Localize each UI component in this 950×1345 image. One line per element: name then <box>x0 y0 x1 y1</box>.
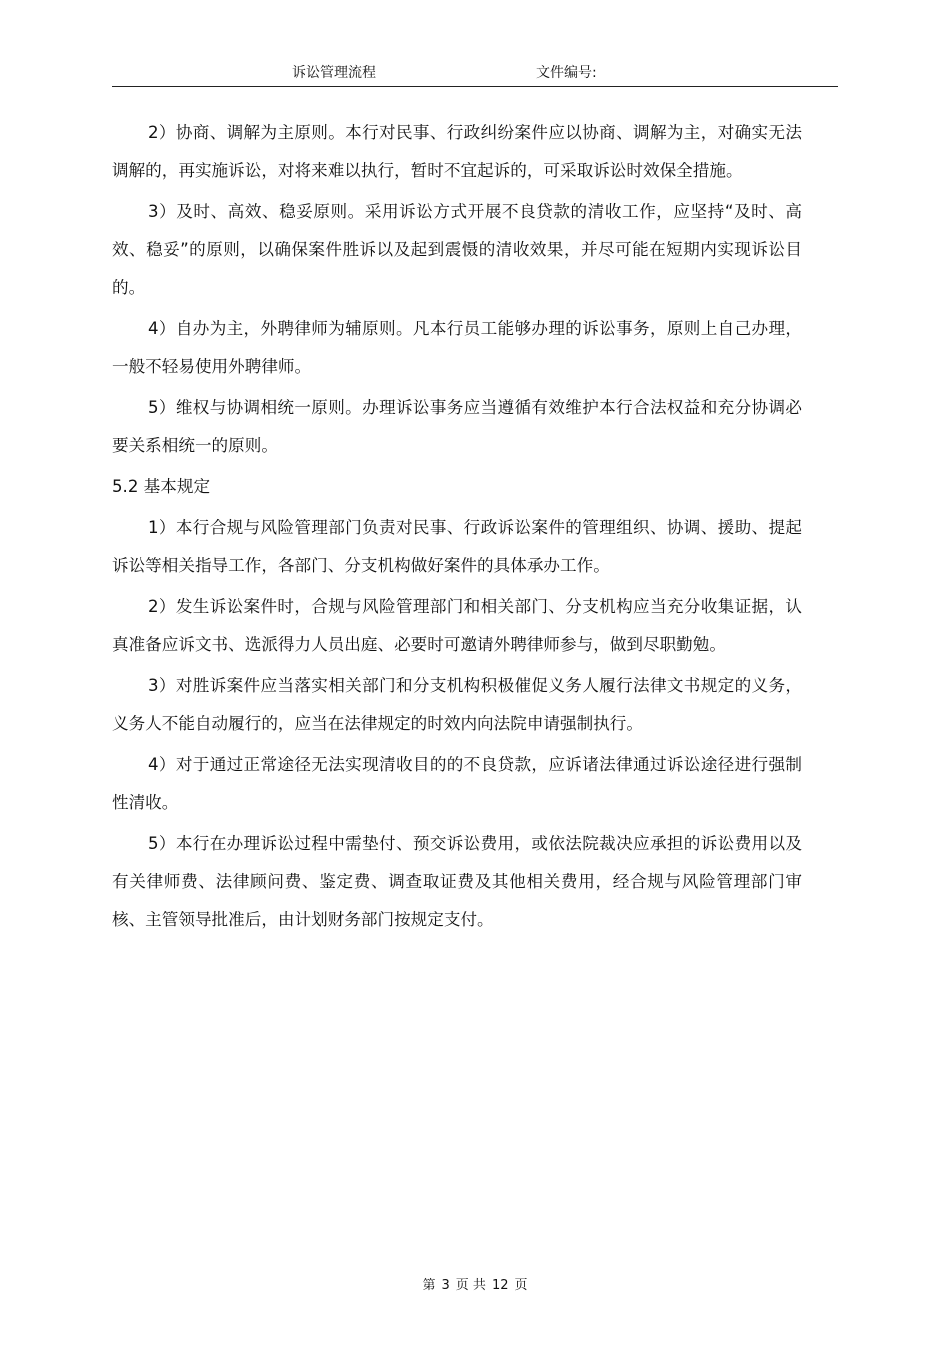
footer-middle: 页 共 <box>455 1278 486 1293</box>
document-title: 诉讼管理流程 <box>292 65 376 81</box>
paragraph-principle-2: 2）协商、调解为主原则。本行对民事、行政纠纷案件应以协商、调解为主，对确实无法调解的，再实施诉讼，对将来难以执行，暂时不宜起诉的，可采取诉讼时效保全措施。 <box>112 123 802 180</box>
paragraph-rule-4: 4）对于通过正常途径无法实现清收目的的不良贷款，应诉诸法律通过诉讼途径进行强制性清收。 <box>112 755 802 812</box>
footer-prefix: 第 <box>422 1278 436 1293</box>
total-pages-number: 12 <box>491 1278 509 1293</box>
paragraph-principle-3: 3）及时、高效、稳妥原则。采用诉讼方式开展不良贷款的清收工作，应坚持“及时、高效、稳妥”的原则，以确保案件胜诉以及起到震慑的清收效果，并尽可能在短期内实现诉讼目的。 <box>112 202 802 297</box>
paragraph-principle-5: 5）维权与协调相统一原则。办理诉讼事务应当遵循有效维护本行合法权益和充分协调必要关系相统一的原则。 <box>112 398 802 455</box>
paragraph-principle-4: 4）自办为主，外聘律师为辅原则。凡本行员工能够办理的诉讼事务，原则上自己办理，一般不轻易使用外聘律师。 <box>112 319 802 376</box>
document-body <box>112 114 802 942</box>
page-footer <box>0 1274 950 1293</box>
document-number-label: 文件编号: <box>536 65 597 81</box>
paragraph-rule-1: 1）本行合规与风险管理部门负责对民事、行政诉讼案件的管理组织、协调、援助、提起诉讼等相关指导工作，各部门、分支机构做好案件的具体承办工作。 <box>112 518 802 575</box>
paragraph-rule-2: 2）发生诉讼案件时，合规与风险管理部门和相关部门、分支机构应当充分收集证据，认真准备应诉文书、选派得力人员出庭、必要时可邀请外聘律师参与，做到尽职勤勉。 <box>112 597 802 654</box>
header-divider <box>112 86 838 87</box>
paragraph-rule-3: 3）对胜诉案件应当落实相关部门和分支机构积极催促义务人履行法律文书规定的义务，义务人不能自动履行的，应当在法律规定的时效内向法院申请强制执行。 <box>112 676 802 733</box>
section-heading-5-2: 5.2 基本规定 <box>112 477 211 496</box>
paragraph-rule-5: 5）本行在办理诉讼过程中需垫付、预交诉讼费用，或依法院裁决应承担的诉讼费用以及有关律师费、法律顾问费、鉴定费、调查取证费及其他相关费用，经合规与风险管理部门审核、主管领导批准后，由计划财务部门按规定支付。 <box>112 834 802 929</box>
current-page-number: 3 <box>441 1278 450 1293</box>
footer-suffix: 页 <box>514 1278 528 1293</box>
